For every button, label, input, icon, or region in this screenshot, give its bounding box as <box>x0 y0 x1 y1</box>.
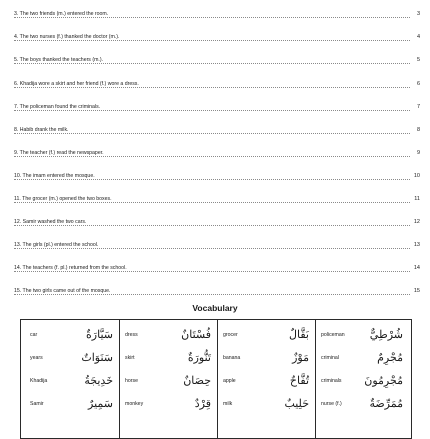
exercise-number: 4 <box>416 34 420 40</box>
column-divider <box>119 320 120 438</box>
exercise-number: 6 <box>416 81 420 87</box>
exercise-sentence: 5. The boys thanked the teachers (m.). <box>14 57 104 63</box>
vocab-english: policeman <box>321 332 345 338</box>
exercise-item <box>14 8 422 20</box>
vocab-english: grocer <box>223 332 238 338</box>
vocab-arabic: شُرْطِيٌّ <box>369 328 403 341</box>
vocab-arabic: سَنَوَاتٌ <box>81 351 113 364</box>
exercise-number: 15 <box>413 288 420 294</box>
exercise-sentence: 6. Khadija wore a skirt and her friend (f.) wore a dress. <box>14 81 139 87</box>
answer-line <box>14 17 410 18</box>
exercise-number: 7 <box>416 104 420 110</box>
vocab-english: milk <box>223 401 233 407</box>
vocab-english: monkey <box>125 401 144 407</box>
exercise-sentence: 11. The grocer (m.) opened the two boxes. <box>14 196 112 202</box>
exercise-item <box>14 78 422 90</box>
exercise-item <box>14 216 422 228</box>
vocab-arabic: سَيَّارَةٌ <box>86 328 113 341</box>
vocab-english: skirt <box>125 355 135 361</box>
column-divider <box>315 320 316 438</box>
answer-line <box>14 40 410 41</box>
vocab-arabic: تَنُّورَةٌ <box>187 351 211 364</box>
exercise-sentence: 12. Samir washed the two cars. <box>14 219 87 225</box>
exercise-sentence: 14. The teachers (f. pl.) returned from the school. <box>14 265 127 271</box>
exercise-number: 5 <box>416 57 420 63</box>
exercise-number: 11 <box>414 196 420 202</box>
exercise-sentence: 8. Habib drank the milk. <box>14 127 69 133</box>
vocab-arabic: فُسْتَانٌ <box>181 328 211 341</box>
vocab-arabic: مَوْزٌ <box>292 351 309 364</box>
vocab-english: horse <box>125 378 138 384</box>
vocab-english: years <box>30 355 43 361</box>
exercise-number: 12 <box>413 219 420 225</box>
exercise-item <box>14 124 422 136</box>
vocab-english: dress <box>125 332 138 338</box>
answer-line <box>14 271 410 272</box>
exercise-item <box>14 170 422 182</box>
answer-line <box>14 110 410 111</box>
exercise-item <box>14 285 422 297</box>
column-divider <box>217 320 218 438</box>
exercise-sentence: 9. The teacher (f.) read the newspaper. <box>14 150 104 156</box>
vocab-english: apple <box>223 378 236 384</box>
exercise-number: 9 <box>416 150 420 156</box>
exercise-item <box>14 262 422 274</box>
exercise-number: 3 <box>416 11 420 17</box>
vocab-arabic: مُجْرِمُونَ <box>364 374 403 387</box>
exercise-number: 10 <box>413 173 420 179</box>
vocab-arabic: مُمَرِّضَةٌ <box>369 397 403 410</box>
answer-line <box>14 294 410 295</box>
vocabulary-title: Vocabulary <box>192 303 238 313</box>
exercise-item <box>14 101 422 113</box>
vocab-arabic: خَدِيجَةُ <box>84 374 113 387</box>
vocab-arabic: بَقَّالٌ <box>289 328 309 341</box>
answer-line <box>14 156 410 157</box>
vocab-arabic: حِصَانٌ <box>183 374 211 387</box>
vocab-english: Khadija <box>30 378 48 384</box>
exercise-sentence: 3. The two friends (m.) entered the room. <box>14 11 109 17</box>
exercise-item <box>14 193 422 205</box>
answer-line <box>14 63 410 64</box>
exercise-sentence: 10. The imam entered the mosque. <box>14 173 95 179</box>
vocab-arabic: مُجْرِمٌ <box>377 351 403 364</box>
exercise-item <box>14 54 422 66</box>
vocab-english: nurse (f.) <box>321 401 342 407</box>
vocab-arabic: قِرْدٌ <box>194 397 211 410</box>
vocab-arabic: سَمِيرٌ <box>88 397 113 410</box>
answer-line <box>14 248 410 249</box>
answer-line <box>14 133 410 134</box>
vocab-arabic: حَلِيبٌ <box>284 397 309 410</box>
answer-line <box>14 225 410 226</box>
exercise-sentence: 15. The two girls came out of the mosque. <box>14 288 111 294</box>
exercise-sentence: 7. The policeman found the criminals. <box>14 104 101 110</box>
vocab-english: banana <box>223 355 241 361</box>
exercise-sentence: 4. The two nurses (f.) thanked the doctor (m.). <box>14 34 120 40</box>
exercise-number: 8 <box>416 127 420 133</box>
vocab-english: criminals <box>321 378 342 384</box>
vocabulary-table <box>20 319 412 439</box>
vocab-english: car <box>30 332 38 338</box>
exercise-item <box>14 239 422 251</box>
answer-line <box>14 87 410 88</box>
vocab-arabic: تُفَّاحٌ <box>289 374 309 387</box>
exercise-number: 13 <box>413 242 420 248</box>
vocab-english: Samir <box>30 401 44 407</box>
answer-line <box>14 202 410 203</box>
answer-line <box>14 179 410 180</box>
exercise-sentence: 13. The girls (pl.) entered the school. <box>14 242 99 248</box>
vocab-english: criminal <box>321 355 339 361</box>
exercise-item <box>14 31 422 43</box>
exercise-item <box>14 147 422 159</box>
exercise-number: 14 <box>413 265 420 271</box>
